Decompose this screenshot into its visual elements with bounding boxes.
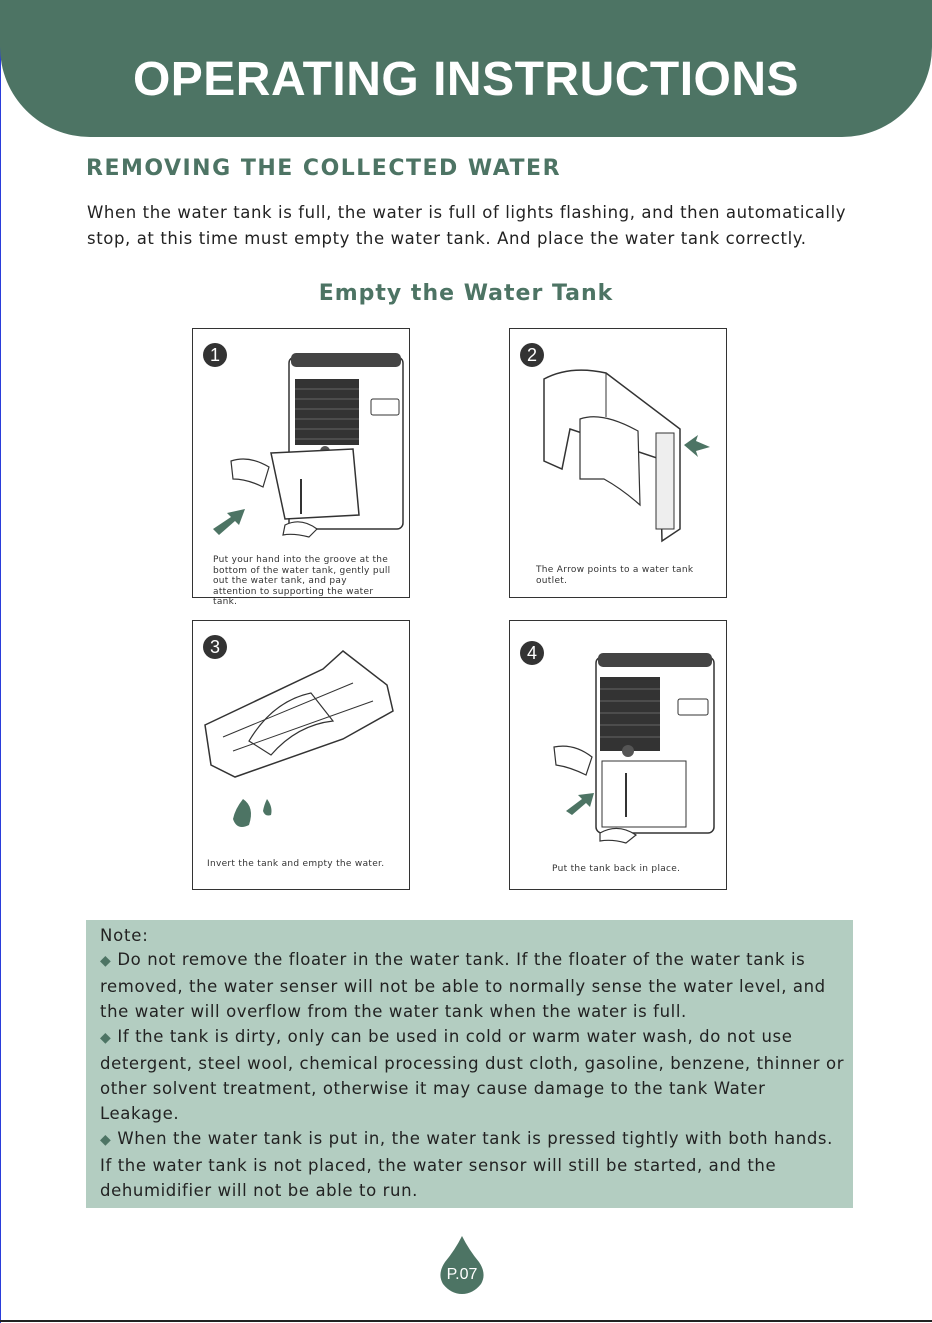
step-number-badge: 3 xyxy=(203,635,227,659)
page-title: OPERATING INSTRUCTIONS xyxy=(132,53,800,106)
step-caption: The Arrow points to a water tank outlet. xyxy=(536,565,694,586)
step-panel-1 xyxy=(192,328,410,607)
step-panel-2 xyxy=(509,328,727,598)
step-caption: Invert the tank and empty the water. xyxy=(207,859,385,869)
subheading: Empty the Water Tank xyxy=(318,281,614,306)
step-2-illustration xyxy=(510,329,726,597)
page-header xyxy=(0,0,932,137)
diamond-bullet-icon: ◆ xyxy=(100,1132,112,1148)
step-number-badge: 2 xyxy=(520,343,544,367)
note-body xyxy=(100,947,845,1203)
page-number: P.07 xyxy=(446,1266,478,1283)
diamond-bullet-icon: ◆ xyxy=(100,953,112,969)
step-4-illustration xyxy=(510,621,726,889)
note-item: ◆ If the tank is dirty, only can be used in cold or warm water wash, do not use detergent, steel wool, chemical processing dust cloth, gasoline, benzene, thinner or other solvent treatment, otherwise it may cause damage to the tank Water Leakage. xyxy=(100,1027,845,1123)
page-bottom-rule xyxy=(0,1320,932,1322)
intro-paragraph: When the water tank is full, the water is full of lights flashing, and then automatically stop, at this time must empty the water tank. And place the water tank correctly. xyxy=(87,203,847,248)
step-number-badge: 4 xyxy=(520,641,544,665)
step-caption: Put your hand into the groove at the bottom of the water tank, gently pull out the water tank, and pay attention to supporting the water tank. xyxy=(213,555,391,607)
step-3-illustration xyxy=(193,621,409,889)
note-item: ◆ When the water tank is put in, the water tank is pressed tightly with both hands. If the water tank is not placed, the water sensor will still be started, and the dehumidifier will not be able to run. xyxy=(100,1129,833,1200)
step-panel-3 xyxy=(192,620,410,890)
note-box xyxy=(86,920,853,1208)
note-item: ◆ Do not remove the floater in the water tank. If the floater of the water tank is removed, the water senser will not be able to normally sense the water level, and the water will overflow from the water tank when the water is full. xyxy=(100,950,826,1021)
water-drop-icon xyxy=(439,1236,485,1294)
step-caption: Put the tank back in place. xyxy=(552,864,681,874)
section-heading: REMOVING THE COLLECTED WATER xyxy=(86,156,562,181)
diamond-bullet-icon: ◆ xyxy=(100,1030,112,1046)
page-left-rule xyxy=(0,0,1,1323)
step-number-badge: 1 xyxy=(203,343,227,367)
note-label: Note: xyxy=(100,926,149,945)
step-panel-4 xyxy=(509,620,727,890)
